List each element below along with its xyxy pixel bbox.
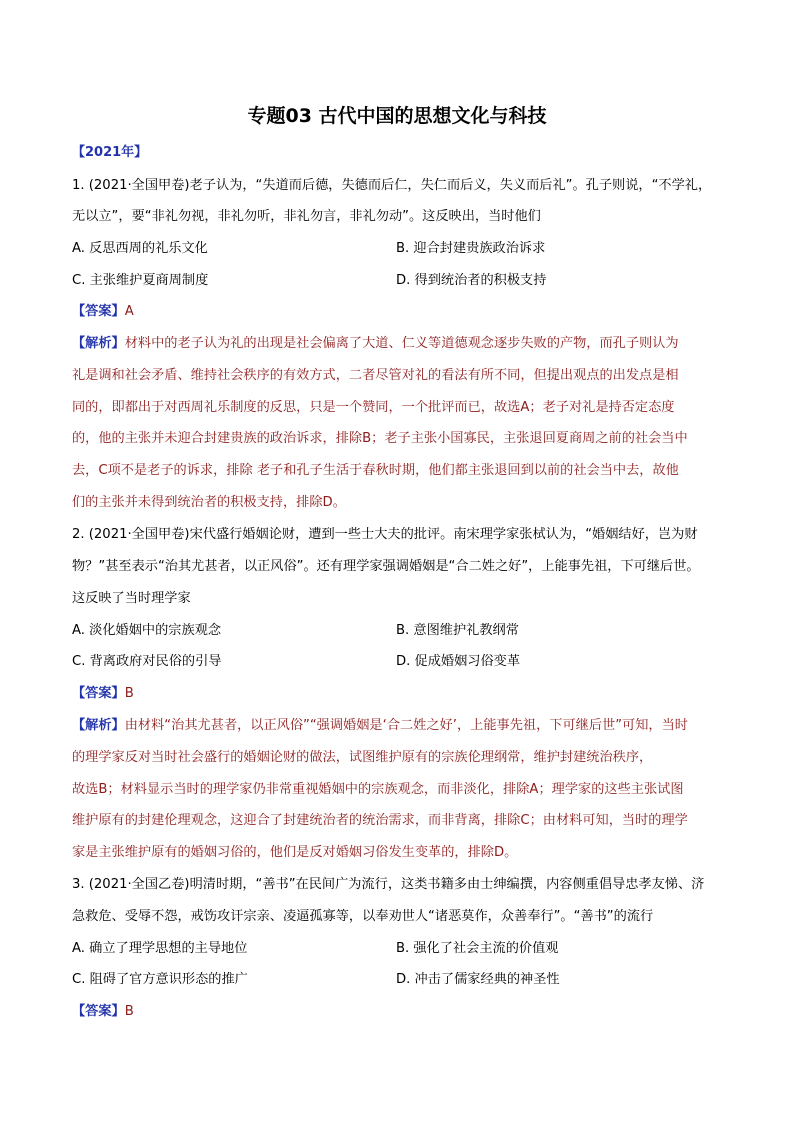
q2-analysis-line: 维护原有的封建伦理观念，这迎合了封建统治者的统治需求，而非背离，排除C；由材料可知，当时的理学	[72, 813, 688, 828]
q1-answer	[72, 301, 732, 323]
q2-analysis-line	[72, 715, 732, 737]
answer-label: 【答案】	[72, 686, 125, 701]
q1-stem-line: 1. (2021·全国甲卷)老子认为，“失道而后德，失德而后仁，失仁而后义，失义而后礼”。孔子则说，“不学礼，	[72, 178, 712, 193]
q2-option-a: A. 淡化婚姻中的宗族观念	[72, 623, 222, 638]
q2-analysis-line: 的理学家反对当时社会盛行的婚姻论财的做法，试图维护原有的宗族伦理纲常，维护封建统治秩序，	[72, 750, 653, 765]
answer-value: A	[124, 304, 134, 319]
q2-answer	[72, 683, 732, 705]
q3-option-a: A. 确立了理学思想的主导地位	[72, 941, 248, 956]
page-title: 专题03 古代中国的思想文化与科技	[247, 105, 547, 127]
q2-stem-line: 2. (2021·全国甲卷)宋代盛行婚姻论财，遭到一些士大夫的批评。南宋理学家张栻认为，“婚姻结好，岂为财	[72, 527, 698, 542]
answer-value: B	[124, 686, 134, 701]
q1-analysis-line: 去，C项不是老子的诉求，排除 老子和孔子生活于春秋时期，他们都主张退回到以前的社会当中去，故他	[72, 463, 679, 478]
q2-option-c: C. 背离政府对民俗的引导	[72, 654, 222, 669]
q2-option-b: B. 意图维护礼教纲常	[396, 623, 519, 638]
q1-option-a: A. 反思西周的礼乐文化	[72, 241, 208, 256]
q1-analysis-line: 同的，即都出于对西周礼乐制度的反思，只是一个赞同，一个批评而已，故选A；老子对礼是持否定态度	[72, 400, 675, 415]
q1-analysis-line: 礼是调和社会矛盾、维持社会秩序的有效方式，二者尽管对礼的看法有所不同，但提出观点的出发点是相	[72, 368, 679, 383]
answer-label: 【答案】	[72, 304, 125, 319]
q2-stem-line: 物？”甚至表示“治其尤甚者，以正风俗”。还有理学家强调婚姻是“合二姓之好”，上能事先祖，下可继后世。	[72, 559, 700, 574]
q1-option-d: D. 得到统治者的积极支持	[396, 273, 547, 288]
q2-option-d: D. 促成婚姻习俗变革	[396, 654, 521, 669]
q1-analysis-line	[72, 333, 732, 355]
answer-value: B	[124, 1004, 134, 1019]
q1-stem-line: 无以立”，要“非礼勿视，非礼勿听，非礼勿言，非礼勿动”。这反映出，当时他们	[72, 209, 541, 224]
q3-option-d: D. 冲击了儒家经典的神圣性	[396, 972, 560, 987]
analysis-text: 材料中的老子认为礼的出现是社会偏离了大道、仁义等道德观念逐步失败的产物，而孔子则认为	[124, 336, 679, 351]
q3-stem-line: 急救危、受辱不怨，戒饬攻讦宗亲、凌逼孤寡等，以奉劝世人“诸恶莫作，众善奉行”。“善书”的流行	[72, 909, 654, 924]
analysis-label: 【解析】	[72, 336, 125, 351]
q3-option-c: C. 阻碍了官方意识形态的推广	[72, 972, 248, 987]
q2-stem-line: 这反映了当时理学家	[72, 591, 191, 606]
q1-option-b: B. 迎合封建贵族政治诉求	[396, 241, 546, 256]
answer-label: 【答案】	[72, 1004, 125, 1019]
q1-analysis-line: 们的主张并未得到统治者的积极支持，排除D。	[72, 495, 346, 510]
q1-analysis-line: 的，他的主张并未迎合封建贵族的政治诉求，排除B；老子主张小国寡民，主张退回夏商周之前的社会当中	[72, 431, 688, 446]
q3-answer	[72, 1001, 732, 1023]
q3-option-b: B. 强化了社会主流的价值观	[396, 941, 559, 956]
analysis-label: 【解析】	[72, 718, 125, 733]
q3-stem-line: 3. (2021·全国乙卷)明清时期，“善书”在民间广为流行，这类书籍多由士绅编撰，内容侧重倡导忠孝友悌、济	[72, 877, 705, 892]
q1-option-c: C. 主张维护夏商周制度	[72, 273, 209, 288]
section-heading: 【2021年】	[72, 145, 148, 160]
q2-analysis-line: 家是主张维护原有的婚姻习俗的，他们是反对婚姻习俗发生变革的，排除D。	[72, 845, 518, 860]
q2-analysis-line: 故选B；材料显示当时的理学家仍非常重视婚姻中的宗族观念，而非淡化，排除A；理学家的这些主张试图	[72, 782, 684, 797]
analysis-text: 由材料“治其尤甚者，以正风俗”“强调婚姻是‘合二姓之好’，上能事先祖，下可继后世”可知，当时	[124, 718, 688, 733]
